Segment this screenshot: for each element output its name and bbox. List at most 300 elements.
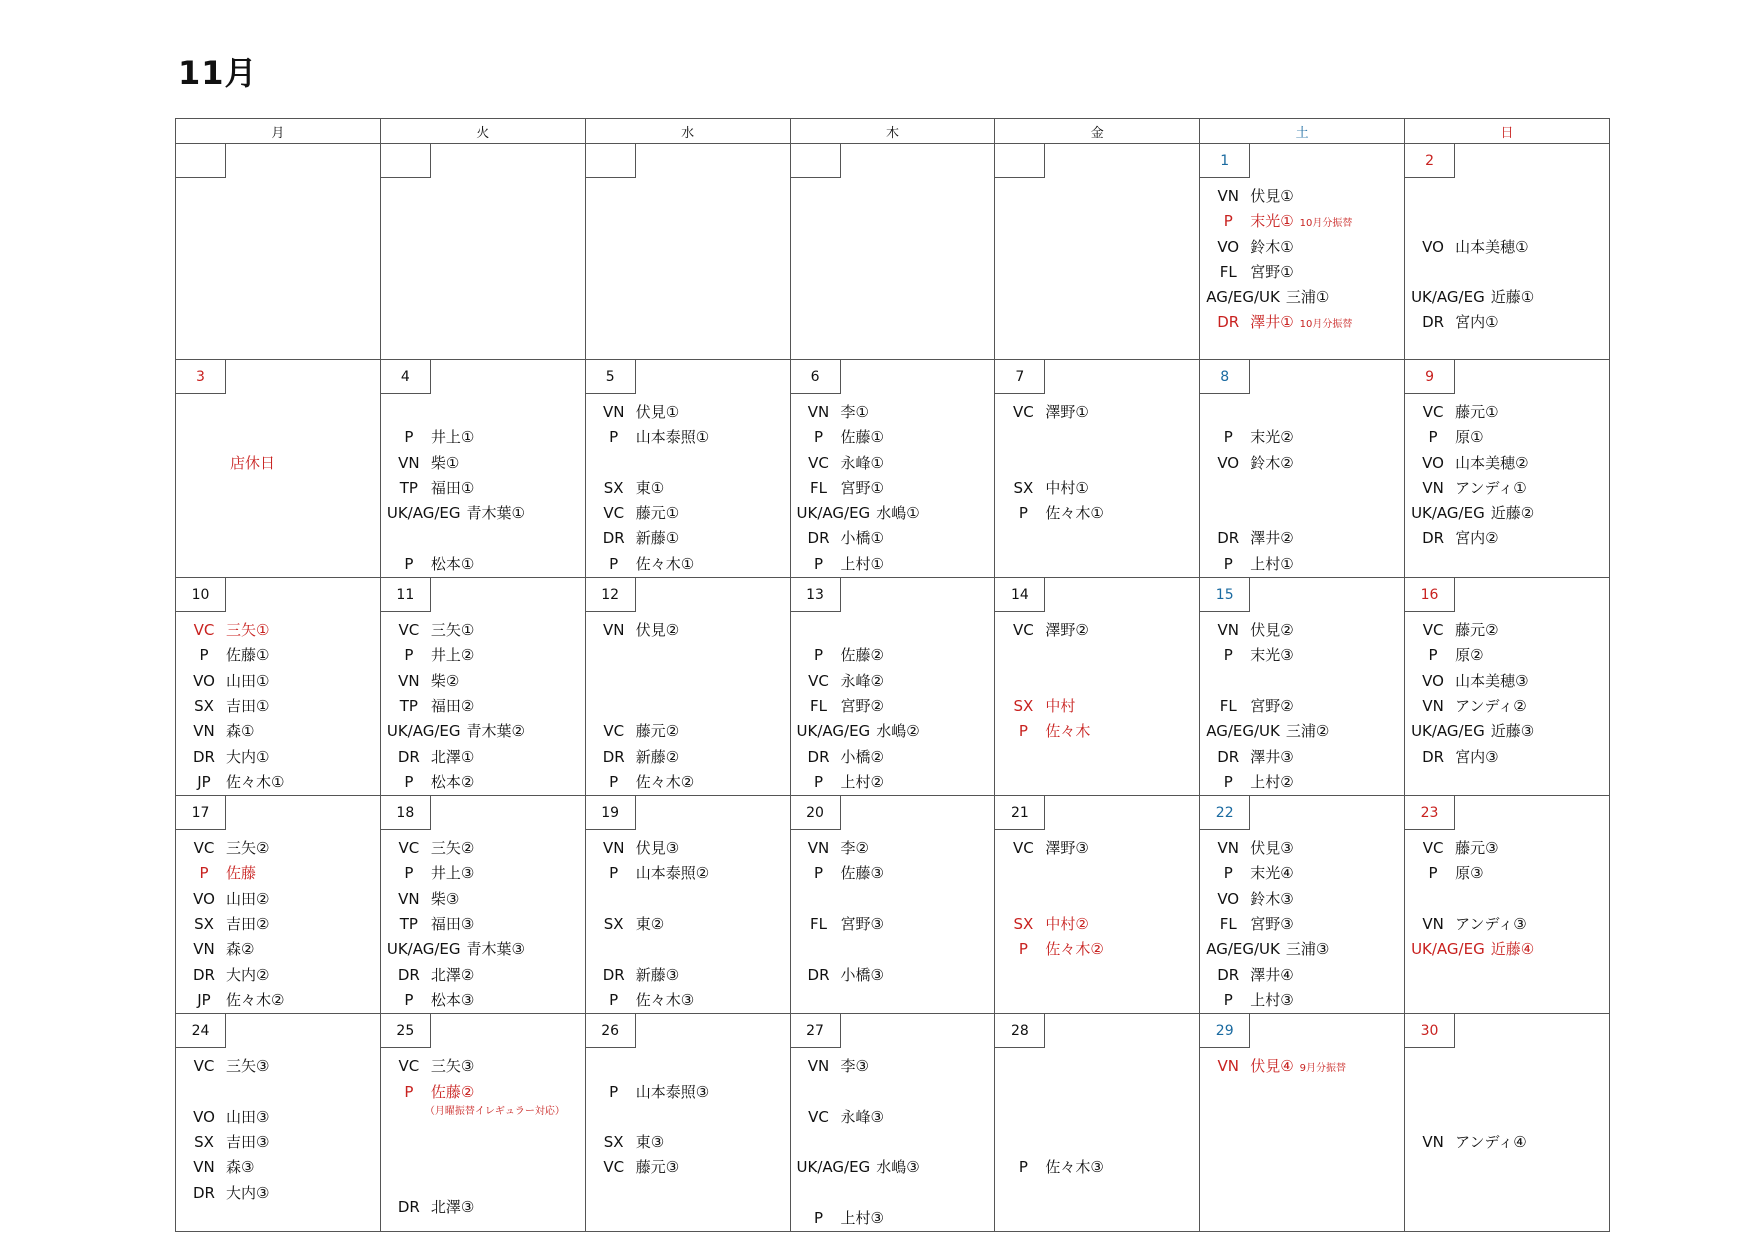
student-name: 宮野② [1250, 696, 1294, 715]
lesson-entry [381, 526, 585, 551]
holiday-label: 店休日 [230, 453, 276, 472]
instrument-code: DR [193, 747, 215, 766]
week-row [176, 360, 1610, 578]
day-cell[interactable] [1405, 144, 1610, 360]
day-cell[interactable] [790, 1014, 995, 1232]
day-cell[interactable] [995, 578, 1200, 796]
day-cell[interactable] [790, 360, 995, 578]
lesson-entry [791, 643, 995, 668]
lesson-entry [1200, 912, 1404, 937]
day-number: 24 [176, 1014, 226, 1048]
lesson-entry [1405, 618, 1609, 643]
student-name: 小橋③ [840, 965, 884, 984]
lesson-entry [381, 770, 585, 795]
instrument-code: P [404, 990, 414, 1009]
day-cell[interactable] [1405, 1014, 1610, 1232]
day-cell[interactable] [585, 578, 790, 796]
day-number: 27 [791, 1014, 841, 1048]
day-cell[interactable] [380, 1014, 585, 1232]
lesson-entry [586, 861, 790, 886]
student-name: 佐々木③ [635, 990, 695, 1009]
day-cell[interactable] [585, 796, 790, 1014]
student-name: 三浦② [1285, 722, 1330, 741]
instrument-code: P [814, 864, 824, 883]
student-name: 上村② [840, 772, 884, 791]
week-row [176, 1014, 1610, 1232]
day-number: 12 [586, 578, 636, 612]
instrument-code: P [1223, 772, 1233, 791]
instrument-code: SX [1013, 915, 1034, 934]
instrument-code: VN [1422, 696, 1444, 715]
lesson-entry [176, 988, 380, 1013]
lesson-entry [586, 669, 790, 694]
student-name: 上村③ [1250, 990, 1294, 1009]
instrument-code: P [199, 646, 209, 665]
instrument-code: TP [399, 478, 418, 497]
instrument-code: DR [807, 529, 830, 548]
lesson-entry [1200, 235, 1404, 260]
lesson-entry [381, 937, 585, 962]
student-name: 福田③ [430, 915, 475, 934]
student-name: 北澤① [430, 747, 475, 766]
lesson-entry [586, 552, 790, 577]
lesson-entry [1200, 963, 1404, 988]
day-cell[interactable] [585, 360, 790, 578]
lesson-entry [791, 1181, 995, 1206]
lesson-entry [1405, 1080, 1609, 1105]
lesson-entry [586, 719, 790, 744]
student-name: 森① [226, 722, 255, 741]
student-name: 山田③ [226, 1107, 270, 1126]
student-name: 三浦③ [1285, 940, 1330, 959]
student-name: 東③ [635, 1133, 665, 1152]
lesson-entry [995, 719, 1199, 744]
lesson-entry [176, 1181, 380, 1206]
day-cell[interactable] [1200, 796, 1405, 1014]
student-name: 上村② [1250, 772, 1294, 791]
student-name: 佐々木① [635, 554, 695, 573]
instrument-code: VC [1422, 621, 1444, 640]
student-name: 上村① [840, 554, 884, 573]
lesson-entry [1200, 643, 1404, 668]
lesson-list [995, 1048, 1199, 1180]
lesson-entry [1200, 745, 1404, 770]
instrument-code: UK/AG/EG [386, 504, 461, 523]
lesson-entry [176, 887, 380, 912]
lesson-entry [1200, 669, 1404, 694]
instrument-code: UK/AG/EG [1411, 722, 1485, 741]
lesson-entry [791, 1080, 995, 1105]
lesson-entry [586, 745, 790, 770]
lesson-entry [1405, 285, 1609, 310]
day-number: 11 [381, 578, 431, 612]
day-cell[interactable] [585, 1014, 790, 1232]
lesson-entry [176, 770, 380, 795]
lesson-list [995, 394, 1199, 526]
instrument-code: VC [1013, 839, 1034, 858]
lesson-entry [995, 425, 1199, 450]
student-name: 李② [840, 839, 869, 858]
instrument-code: UK/AG/EG [1411, 288, 1485, 307]
day-cell[interactable] [176, 144, 381, 360]
day-number: 23 [1405, 796, 1455, 830]
instrument-code: VO [193, 889, 215, 908]
instrument-code: P [404, 428, 414, 447]
student-name: 柴③ [430, 889, 460, 908]
student-name: 新藤③ [635, 965, 680, 984]
lesson-entry [586, 912, 790, 937]
day-number: 22 [1200, 796, 1250, 830]
student-name: アンディ② [1455, 696, 1527, 715]
instrument-code: FL [810, 696, 828, 715]
lesson-entry [1200, 1054, 1404, 1079]
student-name: 宮内③ [1455, 747, 1499, 766]
lesson-entry [381, 451, 585, 476]
day-cell[interactable] [176, 796, 381, 1014]
instrument-code: VO [1217, 453, 1240, 472]
lesson-entry [176, 912, 380, 937]
instrument-code: DR [807, 747, 830, 766]
lesson-entry [1405, 209, 1609, 234]
weekday-header: 火 [380, 119, 585, 144]
lesson-entry [1200, 501, 1404, 526]
lesson-list [791, 612, 995, 795]
instrument-code: FL [1219, 262, 1237, 281]
lesson-list [176, 178, 380, 184]
instrument-code: P [609, 772, 619, 791]
instrument-code: P [814, 554, 824, 573]
day-number: 8 [1200, 360, 1250, 394]
student-name: 大内③ [226, 1183, 270, 1202]
student-name: 藤元① [1455, 403, 1499, 421]
student-name: 山本美穂③ [1455, 671, 1529, 690]
student-name: 佐々木② [635, 772, 695, 791]
instrument-code: VN [1422, 1133, 1444, 1152]
student-name: 山田② [226, 889, 270, 908]
student-name: 三矢② [226, 839, 270, 858]
lesson-entry [381, 1054, 585, 1079]
student-name: 宮内① [1455, 313, 1499, 332]
day-cell[interactable] [176, 360, 381, 578]
student-name: 宮野① [1250, 262, 1294, 281]
lesson-entry [995, 1155, 1199, 1180]
day-cell[interactable] [380, 578, 585, 796]
day-cell[interactable] [380, 144, 585, 360]
instrument-code: DR [397, 747, 420, 766]
day-number: 13 [791, 578, 841, 612]
instrument-code: DR [193, 965, 215, 984]
instrument-code: VC [398, 621, 420, 640]
instrument-code: VN [1217, 1057, 1239, 1076]
day-number: 9 [1405, 360, 1455, 394]
day-cell[interactable] [1200, 1014, 1405, 1232]
instrument-code: VN [1422, 915, 1444, 934]
day-number: 19 [586, 796, 636, 830]
day-cell[interactable] [1405, 360, 1610, 578]
lesson-list [995, 178, 1199, 184]
lesson-entry [381, 552, 585, 577]
lesson-entry [791, 400, 995, 425]
student-name: 藤元③ [1455, 839, 1499, 858]
lesson-entry [586, 476, 790, 501]
day-cell[interactable] [380, 796, 585, 1014]
lesson-entry [1200, 310, 1404, 335]
lesson-entry [995, 836, 1199, 861]
instrument-code: VN [1422, 478, 1444, 497]
day-cell[interactable] [995, 144, 1200, 360]
student-name: 伏見③ [1250, 839, 1294, 858]
instrument-code: DR [1217, 313, 1240, 332]
day-cell[interactable] [790, 796, 995, 1014]
day-number: 25 [381, 1014, 431, 1048]
instrument-code: VO [1217, 237, 1240, 256]
lesson-entry [1405, 937, 1609, 962]
lesson-entry [176, 937, 380, 962]
student-name: 宮野① [840, 478, 884, 497]
day-cell[interactable] [995, 360, 1200, 578]
lesson-entry [791, 1206, 995, 1231]
instrument-code: VN [602, 839, 625, 858]
instrument-code: UK/AG/EG [386, 722, 461, 741]
student-name: 水嶋③ [876, 1158, 920, 1177]
instrument-code: TP [399, 696, 418, 715]
lesson-entry [381, 618, 585, 643]
lesson-entry [791, 963, 995, 988]
instrument-code: JP [197, 990, 211, 1009]
instrument-code: AG/EG/UK [1206, 940, 1280, 959]
student-name: 末光③ [1250, 646, 1294, 665]
lesson-entry [791, 451, 995, 476]
instrument-code: P [609, 1082, 619, 1101]
instrument-code: P [199, 864, 209, 883]
lesson-entry [586, 963, 790, 988]
lesson-entry [586, 1155, 790, 1180]
instrument-code: VC [1013, 621, 1034, 640]
day-number: 30 [1405, 1014, 1455, 1048]
lesson-entry [1405, 836, 1609, 861]
instrument-code: VC [1422, 839, 1444, 858]
lesson-entry [791, 719, 995, 744]
student-name: 山本美穂① [1455, 237, 1529, 256]
lesson-entry [381, 719, 585, 744]
instrument-code: VC [1013, 403, 1034, 421]
instrument-code: UK/AG/EG [1411, 940, 1485, 959]
lesson-entry [995, 643, 1199, 668]
day-number: 17 [176, 796, 226, 830]
lesson-list [381, 178, 585, 184]
student-name: 松本③ [430, 990, 475, 1009]
page-title: 11月 [178, 54, 258, 92]
lesson-entry [1200, 694, 1404, 719]
day-number: 29 [1200, 1014, 1250, 1048]
day-number [995, 144, 1045, 178]
instrument-code: UK/AG/EG [796, 504, 871, 523]
lesson-entry [176, 861, 380, 886]
lesson-list [791, 394, 995, 577]
instrument-code: DR [1217, 529, 1240, 548]
instrument-code: SX [194, 1133, 214, 1152]
student-name: 福田① [430, 478, 475, 497]
instrument-code: VC [398, 839, 420, 858]
lesson-entry [176, 1054, 380, 1079]
lesson-entry [995, 887, 1199, 912]
instrument-code: P [1223, 428, 1233, 447]
instrument-code: DR [1422, 313, 1445, 332]
student-name: 中村② [1045, 915, 1089, 934]
lesson-entry [1200, 425, 1404, 450]
instrument-code: VC [1422, 403, 1444, 421]
lesson-entry [586, 526, 790, 551]
lesson-list [586, 178, 790, 184]
day-cell[interactable] [1405, 796, 1610, 1014]
lesson-entry [1200, 400, 1404, 425]
lesson-entry [1200, 260, 1404, 285]
day-cell[interactable] [995, 796, 1200, 1014]
lesson-entry [995, 400, 1199, 425]
day-cell[interactable] [1200, 360, 1405, 578]
lesson-list [1200, 178, 1404, 336]
student-name: 永峰② [840, 671, 884, 690]
lesson-entry [1200, 988, 1404, 1013]
student-name: 山本泰照② [635, 864, 710, 883]
lesson-entry [995, 669, 1199, 694]
day-cell[interactable] [790, 144, 995, 360]
day-number [381, 144, 431, 178]
lesson-entry [1405, 1105, 1609, 1130]
day-number: 6 [791, 360, 841, 394]
weekday-header: 金 [995, 119, 1200, 144]
day-cell[interactable] [1200, 578, 1405, 796]
instrument-code: P [404, 772, 414, 791]
student-name: 北澤③ [430, 1197, 475, 1216]
instrument-code: DR [1217, 965, 1240, 984]
day-cell[interactable] [176, 1014, 381, 1232]
student-name: 永峰① [840, 453, 884, 472]
day-cell[interactable] [1405, 578, 1610, 796]
day-cell[interactable] [995, 1014, 1200, 1232]
lesson-list [586, 612, 790, 795]
lesson-entry [791, 526, 995, 551]
instrument-code: JP [197, 772, 211, 791]
instrument-code: UK/AG/EG [1411, 504, 1485, 523]
instrument-code: SX [603, 1133, 624, 1152]
student-name: 大内① [226, 747, 270, 766]
student-name: 吉田② [226, 915, 270, 934]
day-cell[interactable] [176, 578, 381, 796]
transfer-note: 10月分振替 [1299, 218, 1353, 230]
lesson-entry [381, 1169, 585, 1194]
instrument-code: P [404, 1082, 414, 1101]
lesson-entry [995, 861, 1199, 886]
student-name: 近藤② [1490, 504, 1535, 523]
lesson-entry [1200, 451, 1404, 476]
lesson-entry [1200, 184, 1404, 209]
instrument-code: VN [193, 1158, 215, 1177]
student-name: 松本② [430, 772, 475, 791]
lesson-list [791, 178, 995, 184]
lesson-list [1405, 1048, 1609, 1155]
lesson-entry [1405, 669, 1609, 694]
student-name: 宮内② [1455, 529, 1499, 548]
student-name: 山本泰照③ [635, 1082, 710, 1101]
lesson-list [1200, 394, 1404, 577]
instrument-code: P [1223, 646, 1233, 665]
student-name: 吉田③ [226, 1133, 270, 1152]
student-name: 北澤② [430, 965, 475, 984]
student-name: 佐藤① [840, 428, 884, 447]
day-cell[interactable] [1200, 144, 1405, 360]
week-row [176, 578, 1610, 796]
day-cell[interactable] [380, 360, 585, 578]
student-name: 佐々木③ [1045, 1158, 1104, 1177]
student-name: 森③ [226, 1158, 255, 1177]
instrument-code: P [1018, 1158, 1028, 1177]
lesson-list [176, 612, 380, 795]
lesson-entry [176, 719, 380, 744]
lesson-entry [791, 669, 995, 694]
lesson-entry [381, 963, 585, 988]
instrument-code: VC [193, 621, 215, 640]
instrument-code: P [1018, 722, 1028, 741]
lesson-entry [995, 501, 1199, 526]
lesson-entry [791, 425, 995, 450]
lesson-list [1405, 830, 1609, 962]
lesson-entry [586, 618, 790, 643]
lesson-entry [995, 1130, 1199, 1155]
instrument-code: VN [193, 722, 215, 741]
instrument-code: UK/AG/EG [386, 940, 461, 959]
student-name: 李① [840, 403, 869, 421]
lesson-entry [381, 745, 585, 770]
student-name: 鈴木③ [1250, 889, 1294, 908]
day-number [586, 144, 636, 178]
lesson-entry [1200, 836, 1404, 861]
instrument-code: FL [810, 915, 828, 934]
instrument-code: UK/AG/EG [796, 722, 871, 741]
lesson-list [381, 1048, 585, 1220]
lesson-entry [995, 451, 1199, 476]
lesson-list [791, 1048, 995, 1231]
day-cell[interactable] [585, 144, 790, 360]
lesson-entry [1200, 285, 1404, 310]
day-cell[interactable] [790, 578, 995, 796]
lesson-entry [791, 770, 995, 795]
lesson-entry [381, 694, 585, 719]
lesson-entry [381, 1080, 585, 1105]
student-name: 末光④ [1250, 864, 1294, 883]
day-number: 18 [381, 796, 431, 830]
lesson-entry [586, 770, 790, 795]
lesson-entry [586, 836, 790, 861]
day-number: 3 [176, 360, 226, 394]
student-name: 東② [635, 915, 665, 934]
lesson-entry [176, 618, 380, 643]
student-name: 佐々木① [1045, 504, 1104, 523]
irregular-note: （月曜振替イレギュラー対応） [424, 1105, 565, 1117]
lesson-entry [1405, 310, 1609, 335]
lesson-entry [995, 1105, 1199, 1130]
lesson-entry [1200, 770, 1404, 795]
instrument-code: VN [193, 940, 215, 959]
lesson-list [381, 612, 585, 795]
lesson-list [381, 830, 585, 1013]
instrument-code: AG/EG/UK [1206, 288, 1280, 307]
lesson-entry [791, 912, 995, 937]
day-number: 2 [1405, 144, 1455, 178]
student-name: 佐々木 [1045, 722, 1091, 741]
weekday-header: 木 [790, 119, 995, 144]
lesson-list [381, 394, 585, 577]
